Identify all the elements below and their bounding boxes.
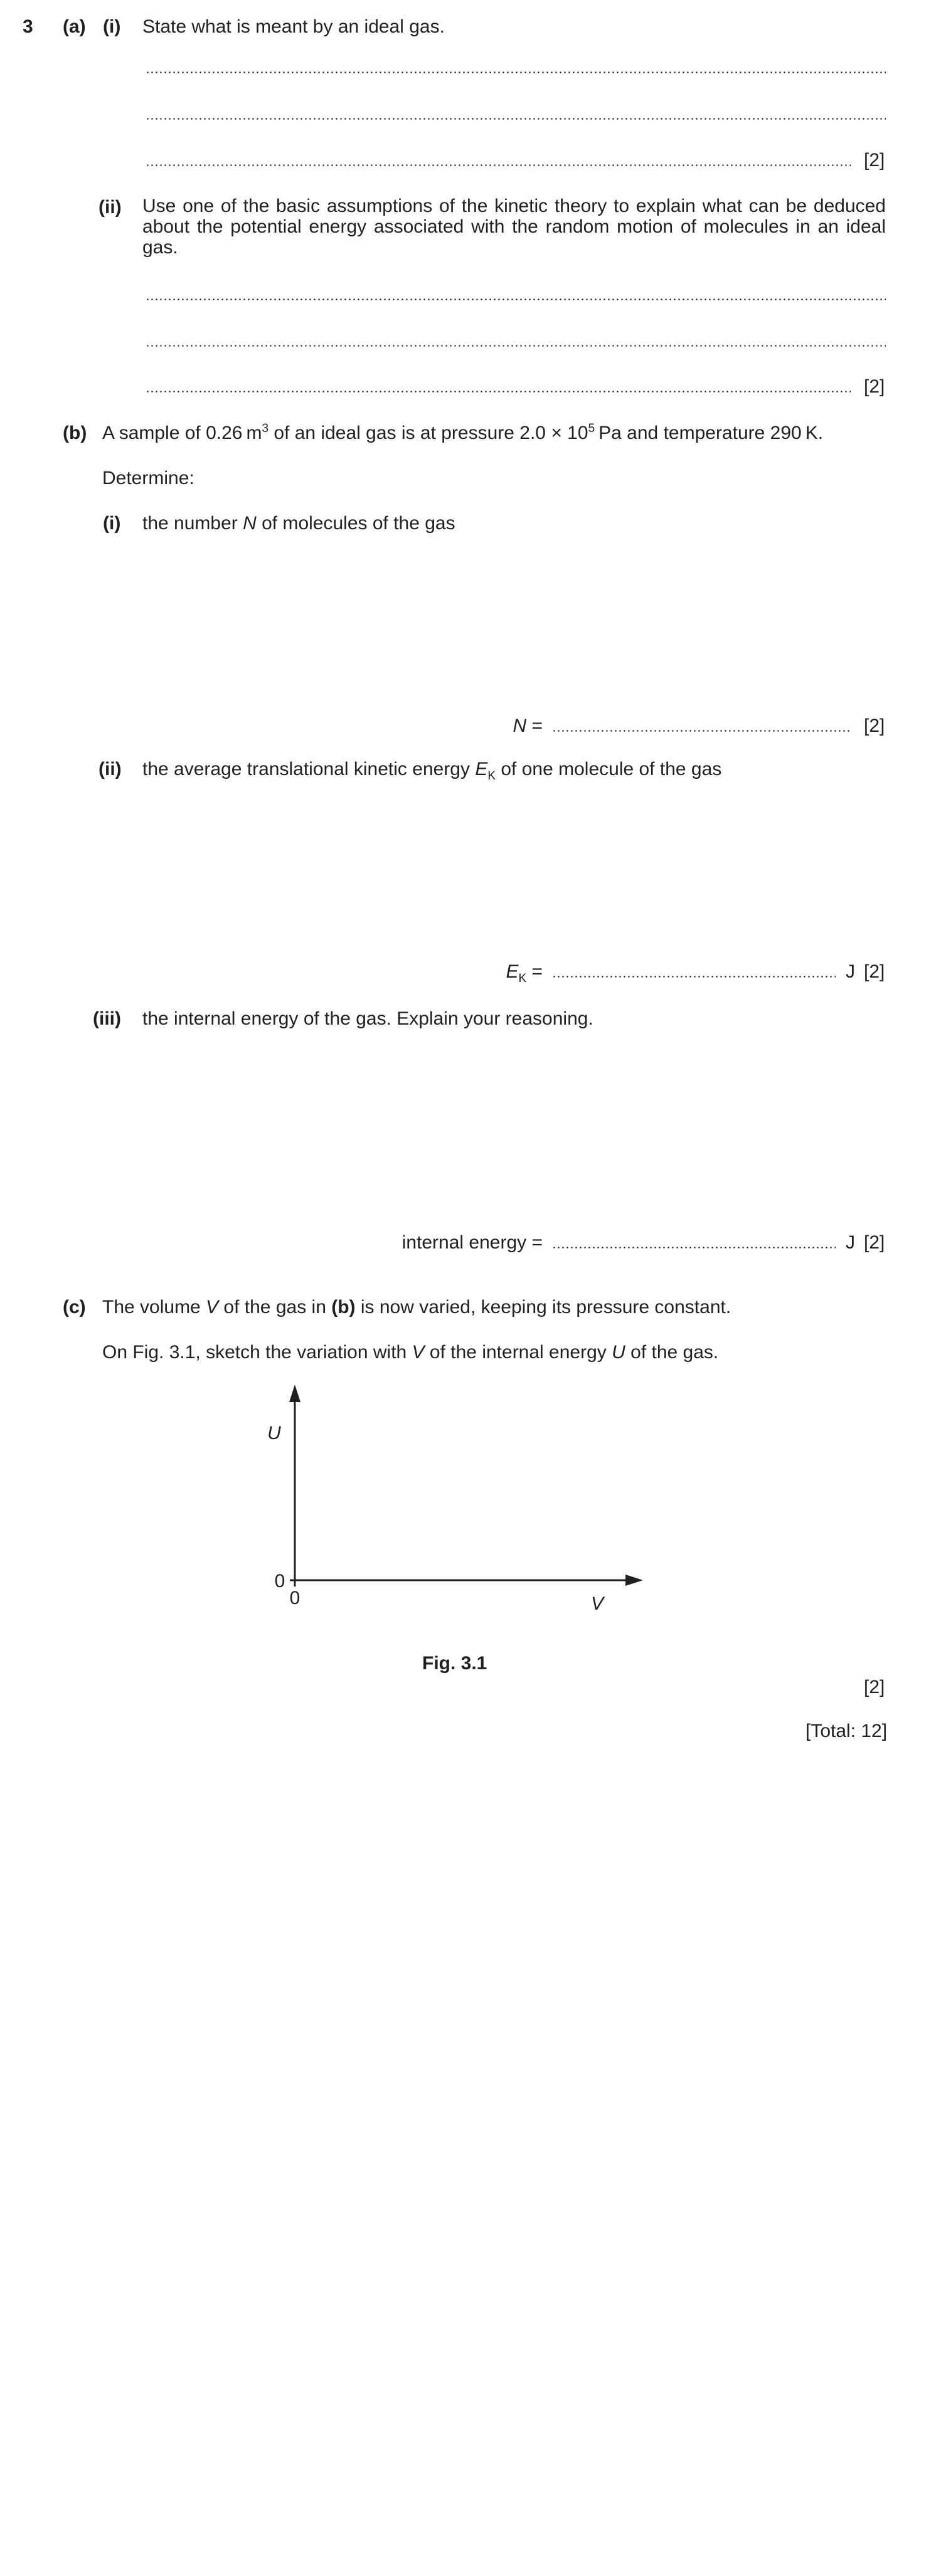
part-b-stem: A sample of 0.26 $m^3$ of an ideal gas is at pressure $2.0 \times 10^5$ Pa and temperature 290 K. xyxy=(102,422,824,443)
marks-c: [2] xyxy=(864,1677,885,1697)
answer-line[interactable] xyxy=(146,71,886,73)
part-b-iii-text: the internal energy of the gas. Explain your reasoning. xyxy=(142,1008,593,1029)
answer-label-ek: $E_K$ = xyxy=(506,961,543,985)
y-axis-label: U xyxy=(267,1423,281,1444)
answer-line[interactable] xyxy=(146,391,851,393)
part-b-label: (b) xyxy=(63,423,87,443)
answer-line[interactable] xyxy=(146,118,886,120)
part-b-ii-text: the average translational kinetic energy $E_K$ of one molecule of the gas xyxy=(142,759,722,783)
marks-a-ii: [2] xyxy=(864,376,885,397)
part-b-i-text: the number N of molecules of the gas xyxy=(142,513,455,534)
x-axis-label: V xyxy=(590,1593,604,1614)
x-origin-label: 0 xyxy=(289,1588,300,1608)
part-c-text: The volume V of the gas in (b) is now varied, keeping its pressure constant. xyxy=(102,1297,731,1317)
y-origin-label: 0 xyxy=(274,1571,285,1592)
y-axis-arrowhead xyxy=(289,1385,300,1402)
answer-line-n[interactable] xyxy=(552,730,852,732)
part-a-i-label: (i) xyxy=(103,16,121,37)
answer-line-ek[interactable] xyxy=(552,976,836,978)
part-b-ii-label: (ii) xyxy=(98,759,122,779)
answer-line[interactable] xyxy=(146,298,886,300)
part-a-label: (a) xyxy=(63,16,86,37)
fig-caption: Fig. 3.1 xyxy=(422,1653,487,1674)
part-b-i-label: (i) xyxy=(103,513,121,534)
question-number: 3 xyxy=(23,16,33,37)
total-marks: [Total: 12] xyxy=(805,1721,888,1741)
marks-b-i: [2] xyxy=(864,715,885,736)
answer-line[interactable] xyxy=(146,164,851,166)
unit-ek: J xyxy=(846,961,855,982)
unit-internal-energy: J xyxy=(846,1232,855,1253)
marks-b-iii: [2] xyxy=(864,1232,885,1253)
answer-label-internal-energy: internal energy = xyxy=(401,1232,543,1253)
answer-line-internal-energy[interactable] xyxy=(552,1247,836,1248)
part-c-label: (c) xyxy=(63,1297,86,1317)
marks-a-i: [2] xyxy=(864,150,885,171)
part-a-i-text: State what is meant by an ideal gas. xyxy=(142,16,445,37)
answer-label-n: N = xyxy=(513,715,543,736)
fig-3-1-graph[interactable] xyxy=(238,1373,665,1637)
x-axis-arrowhead xyxy=(625,1575,643,1586)
part-b-determine: Determine: xyxy=(102,468,194,488)
marks-b-ii: [2] xyxy=(864,961,885,982)
part-a-ii-label: (ii) xyxy=(98,197,122,218)
part-a-ii-text: Use one of the basic assumptions of the kinetic theory to explain what can be deduced about the potential energy associated with the random motion of molecules in an ideal gas. xyxy=(142,196,886,258)
part-b-iii-label: (iii) xyxy=(93,1008,121,1029)
part-c-instruction: On Fig. 3.1, sketch the variation with V of the internal energy U of the gas. xyxy=(102,1342,719,1363)
answer-line[interactable] xyxy=(146,345,886,347)
